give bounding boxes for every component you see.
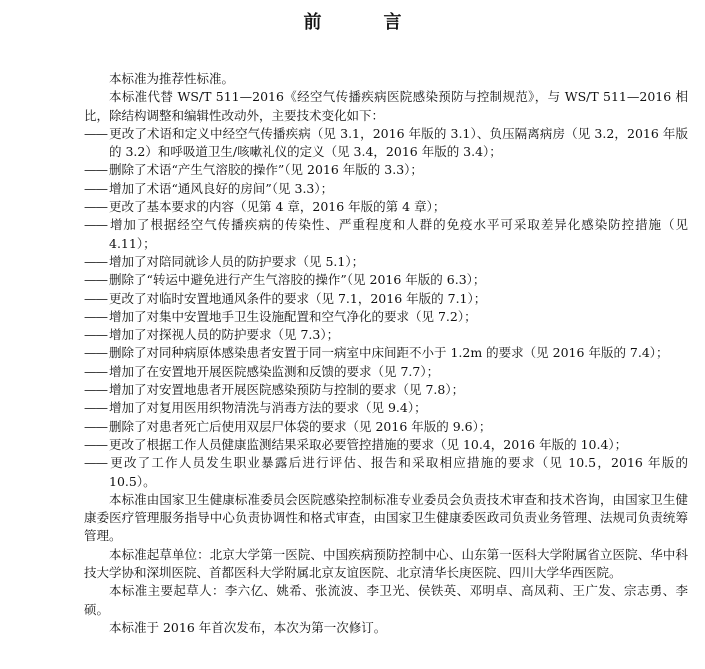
- list-item: [84, 326, 688, 344]
- dash-marker: ——: [84, 436, 107, 452]
- list-item: [84, 125, 688, 162]
- dash-marker: ——: [84, 272, 107, 288]
- document-body: [84, 70, 688, 637]
- list-item: [84, 161, 688, 179]
- dash-marker: ——: [84, 253, 107, 269]
- dash-marker: ——: [84, 363, 107, 379]
- list-item-text: 增加了在安置地开展医院感染监测和反馈的要求（见 7.7）；: [109, 363, 440, 379]
- list-item-text: 增加了对复用医用织物清洗与消毒方法的要求（见 9.4）；: [109, 400, 427, 416]
- replacement-paragraph: 本标准代替 WS/T 511—2016《经空气传播疾病医院感染预防与控制规范》，与 WS/T 511—2016 相比，除结构调整和编辑性改动外，主要技术变化如下：: [84, 89, 688, 123]
- list-item-text: 增加了术语“通风良好的房间”（见 3.3）；: [109, 180, 334, 196]
- list-item: [84, 216, 688, 253]
- list-item: [84, 253, 688, 271]
- dash-marker: ——: [84, 125, 107, 141]
- list-item-text: 增加了对陪同就诊人员的防护要求（见 5.1）；: [109, 253, 365, 269]
- list-item-text: 更改了对临时安置地通风条件的要求（见 7.1，2016 年版的 7.1）；: [109, 290, 487, 306]
- publication-history-paragraph: 本标准于 2016 年首次发布，本次为第一次修订。: [109, 619, 387, 635]
- dash-marker: ——: [84, 455, 107, 471]
- intro-paragraph: 本标准为推荐性标准。: [109, 71, 235, 86]
- list-item: [84, 290, 688, 308]
- list-item: [84, 399, 688, 417]
- list-item-text: 增加了对集中安置地手卫生设施配置和空气净化的要求（见 7.2）；: [109, 308, 477, 324]
- list-item: [84, 308, 688, 326]
- dash-marker: ——: [84, 327, 107, 343]
- list-item-text: 增加了对探视人员的防护要求（见 7.3）；: [109, 327, 340, 343]
- list-item: [84, 454, 688, 491]
- responsibility-paragraph: 本标准由国家卫生健康标准委员会医院感染控制标准专业委员会负责技术审查和技术咨询，由国家卫生健康委医疗管理服务指导中心负责协调性和格式审查，由国家卫生健康委医政司负责业务管理、法规司负责统筹管理。: [84, 491, 688, 544]
- list-item-text: 更改了根据工作人员健康监测结果采取必要管控措施的要求（见 10.4，2016 年版的 10.4）；: [109, 436, 628, 452]
- list-item: [84, 198, 688, 216]
- dash-marker: ——: [84, 217, 107, 233]
- drafters-paragraph: 本标准主要起草人：李六亿、姚希、张流波、李卫光、侯铁英、邓明卓、高凤莉、王广发、宗志勇、李硕。: [84, 583, 688, 617]
- list-item-text: 删除了对同种病原体感染患者安置于同一病室中床间距不小于 1.2m 的要求（见 2016 年版的 7.4）；: [109, 345, 669, 361]
- list-item-text: 增加了对安置地患者开展医院感染预防与控制的要求（见 7.8）；: [109, 382, 465, 398]
- dash-marker: ——: [84, 199, 107, 215]
- list-item: [84, 271, 688, 289]
- list-item-text: 删除了“转运中避免进行产生气溶胶的操作”（见 2016 年版的 6.3）；: [109, 272, 486, 288]
- list-item-text: 删除了对患者死亡后使用双层尸体袋的要求（见 2016 年版的 9.6）；: [109, 418, 492, 434]
- dash-marker: ——: [84, 345, 107, 361]
- dash-marker: ——: [84, 418, 107, 434]
- list-item: [84, 180, 688, 198]
- list-item-text: 更改了工作人员发生职业暴露后进行评估、报告和采取相应措施的要求（见 10.5，2016 年版的 10.5）。: [109, 455, 688, 489]
- page-title: 前 言: [303, 12, 424, 33]
- list-item: [84, 436, 688, 454]
- dash-marker: ——: [84, 162, 107, 178]
- dash-marker: ——: [84, 180, 107, 196]
- drafting-units-paragraph: 本标准起草单位：北京大学第一医院、中国疾病预防控制中心、山东第一医科大学附属省立医院、华中科技大学协和深圳医院、首都医科大学附属北京友谊医院、北京清华长庚医院、四川大学华西医院。: [84, 546, 688, 581]
- list-item-text: 增加了根据经空气传播疾病的传染性、严重程度和人群的免疫水平可采取差异化感染防控措施（见 4.11）；: [109, 217, 688, 251]
- list-item-text: 更改了基本要求的内容（见第 4 章，2016 年版的第 4 章）；: [109, 199, 446, 215]
- list-item: [84, 418, 688, 436]
- list-item-text: 更改了术语和定义中经空气传播疾病（见 3.1，2016 年版的 3.1）、负压隔离病房（见 3.2，2016 年版的 3.2）和呼吸道卫生/咳嗽礼仪的定义（见 3.4，2016 年版的 3.4）；: [109, 125, 688, 160]
- dash-marker: ——: [84, 400, 107, 416]
- list-item: [84, 344, 688, 362]
- list-item: [84, 381, 688, 399]
- list-item-text: 删除了术语“产生气溶胶的操作”（见 2016 年版的 3.3）；: [109, 162, 423, 178]
- change-list: [84, 125, 688, 491]
- dash-marker: ——: [84, 382, 107, 398]
- dash-marker: ——: [84, 308, 107, 324]
- dash-marker: ——: [84, 290, 107, 306]
- list-item: [84, 363, 688, 381]
